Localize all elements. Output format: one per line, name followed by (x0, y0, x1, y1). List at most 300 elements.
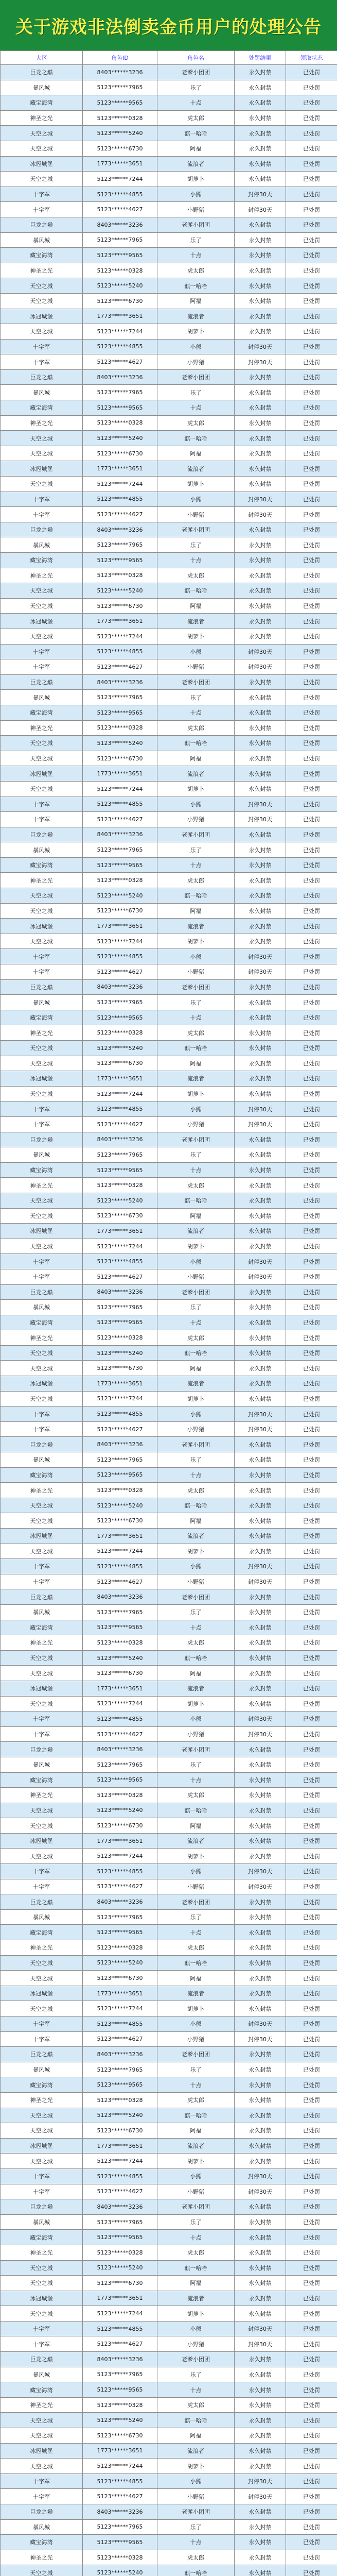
table-cell-role-id: 8403******3236 (83, 2047, 157, 2062)
table-row (1, 1833, 337, 1849)
table-cell-penalty: 封停30天 (235, 1101, 286, 1117)
table-cell-region: 天空之城 (1, 629, 83, 644)
table-row (1, 2230, 337, 2245)
table-cell-penalty: 封停30天 (235, 949, 286, 964)
table-cell-region: 暴风城 (1, 1300, 83, 1315)
table-row (1, 1711, 337, 1727)
table-cell-penalty: 永久封禁 (235, 1224, 286, 1239)
table-cell-role-name: 虎太郎 (157, 720, 235, 736)
table-row (1, 2123, 337, 2139)
table-cell-region: 天空之城 (1, 1345, 83, 1361)
table-cell-role-id: 5123******4627 (83, 202, 157, 217)
table-cell-role-id: 5123******7965 (83, 690, 157, 705)
table-cell-penalty: 永久封禁 (235, 1818, 286, 1834)
table-row (1, 1986, 337, 2001)
table-cell-role-id: 5123******4627 (83, 812, 157, 827)
table-cell-region: 神圣之光 (1, 2245, 83, 2260)
table-cell-role-name: 胡萝卜 (157, 781, 235, 796)
table-row (1, 1909, 337, 1925)
table-cell-region: 冰冠城堡 (1, 1224, 83, 1239)
table-cell-role-id: 5123******7965 (83, 2214, 157, 2230)
table-cell-region: 暴风城 (1, 2367, 83, 2382)
table-cell-role-id: 5123******7244 (83, 1391, 157, 1406)
table-cell-region: 冰冠城堡 (1, 614, 83, 629)
table-cell-role-name: 流浪者 (157, 919, 235, 934)
table-cell-status: 已处罚 (286, 187, 337, 202)
table-row (1, 2214, 337, 2230)
table-cell-status: 已处罚 (286, 1406, 337, 1422)
table-cell-status: 已处罚 (286, 1483, 337, 1498)
table-cell-region: 天空之城 (1, 598, 83, 614)
table-cell-penalty: 封停30天 (235, 964, 286, 980)
table-cell-status: 已处罚 (286, 1041, 337, 1056)
table-cell-penalty: 封停30天 (235, 507, 286, 522)
table-cell-region: 暴风城 (1, 2062, 83, 2077)
table-cell-status: 已处罚 (286, 553, 337, 568)
table-cell-penalty: 封停30天 (235, 2016, 286, 2032)
table-row (1, 537, 337, 553)
table-cell-status: 已处罚 (286, 141, 337, 156)
table-cell-penalty: 封停30天 (235, 2168, 286, 2184)
table-cell-region: 藏宝海湾 (1, 1162, 83, 1178)
table-cell-role-name: 小熊 (157, 1254, 235, 1269)
table-cell-penalty: 永久封禁 (235, 1193, 286, 1208)
table-cell-region: 冰冠城堡 (1, 1071, 83, 1087)
table-cell-penalty: 封停30天 (235, 1269, 286, 1284)
table-cell-role-id: 5123******0328 (83, 720, 157, 736)
table-cell-role-name: 乐了 (157, 80, 235, 95)
table-cell-penalty: 永久封禁 (235, 1757, 286, 1772)
table-cell-status: 已处罚 (286, 446, 337, 461)
table-cell-penalty: 永久封禁 (235, 2397, 286, 2413)
table-cell-region: 藏宝海湾 (1, 400, 83, 416)
table-cell-penalty: 永久封禁 (235, 888, 286, 904)
table-cell-status: 已处罚 (286, 2428, 337, 2444)
table-row (1, 2184, 337, 2199)
table-cell-penalty: 永久封禁 (235, 857, 286, 873)
table-row (1, 674, 337, 690)
table-cell-status: 已处罚 (286, 2397, 337, 2413)
table-row (1, 644, 337, 659)
table-cell-role-name: 乐了 (157, 690, 235, 705)
table-cell-role-name: 十点 (157, 2535, 235, 2550)
header-status: 领取状态 (286, 51, 337, 65)
table-cell-status: 已处罚 (286, 919, 337, 934)
table-cell-role-name: 老爹小团团 (157, 2199, 235, 2215)
table-cell-region: 天空之城 (1, 324, 83, 340)
table-cell-role-id: 5123******6730 (83, 1666, 157, 1681)
table-cell-penalty: 永久封禁 (235, 2245, 286, 2260)
table-cell-penalty: 永久封禁 (235, 2138, 286, 2154)
table-row (1, 949, 337, 964)
table-cell-region: 巨龙之巅 (1, 1437, 83, 1452)
table-row (1, 1162, 337, 1178)
table-row (1, 1940, 337, 1956)
table-cell-region: 神圣之光 (1, 568, 83, 583)
table-cell-status: 已处罚 (286, 1849, 337, 1864)
table-cell-role-id: 5123******6730 (83, 598, 157, 614)
table-row (1, 1421, 337, 1437)
table-row (1, 979, 337, 995)
table-cell-region: 天空之城 (1, 2154, 83, 2169)
table-cell-role-name: 十点 (157, 1925, 235, 1940)
table-cell-region: 天空之城 (1, 446, 83, 461)
table-row (1, 1041, 337, 1056)
table-cell-role-name: 老爹小团团 (157, 674, 235, 690)
table-cell-penalty: 封停30天 (235, 339, 286, 354)
table-cell-penalty: 永久封禁 (235, 568, 286, 583)
table-cell-role-id: 5123******0328 (83, 1940, 157, 1956)
table-cell-role-name: 胡萝卜 (157, 1696, 235, 1711)
table-cell-role-id: 5123******7965 (83, 80, 157, 95)
table-cell-status: 已处罚 (286, 888, 337, 904)
table-cell-region: 神圣之光 (1, 1635, 83, 1651)
table-cell-status: 已处罚 (286, 1178, 337, 1193)
table-cell-region: 暴风城 (1, 995, 83, 1010)
table-row (1, 583, 337, 599)
table-cell-penalty: 永久封禁 (235, 1086, 286, 1101)
table-cell-role-name: 乐了 (157, 2519, 235, 2535)
table-cell-status: 已处罚 (286, 2550, 337, 2565)
table-cell-region: 天空之城 (1, 1955, 83, 1971)
table-cell-status: 已处罚 (286, 674, 337, 690)
table-cell-role-name: 麒一哈哈 (157, 278, 235, 294)
table-row (1, 339, 337, 354)
table-cell-penalty: 永久封禁 (235, 1696, 286, 1711)
table-cell-status: 已处罚 (286, 431, 337, 446)
table-cell-role-name: 老爹小团团 (157, 2352, 235, 2367)
table-cell-status: 已处罚 (286, 1986, 337, 2001)
table-cell-penalty: 永久封禁 (235, 2306, 286, 2321)
table-cell-penalty: 永久封禁 (235, 309, 286, 324)
table-cell-penalty: 永久封禁 (235, 1788, 286, 1803)
table-row (1, 461, 337, 477)
table-cell-penalty: 永久封禁 (235, 1986, 286, 2001)
table-cell-penalty: 永久封禁 (235, 2443, 286, 2459)
table-cell-status: 已处罚 (286, 522, 337, 537)
table-cell-region: 十字军 (1, 2168, 83, 2184)
table-cell-role-name: 阿福 (157, 1208, 235, 1224)
table-cell-penalty: 永久封禁 (235, 461, 286, 477)
table-cell-role-id: 1773******3651 (83, 1681, 157, 1696)
table-cell-role-name: 小熊 (157, 2168, 235, 2184)
table-cell-status: 已处罚 (286, 2306, 337, 2321)
table-cell-penalty: 永久封禁 (235, 248, 286, 263)
table-cell-role-name: 流浪者 (157, 156, 235, 172)
table-cell-role-id: 8403******3236 (83, 522, 157, 537)
table-cell-role-name: 阿福 (157, 141, 235, 156)
table-row (1, 385, 337, 400)
table-cell-region: 天空之城 (1, 141, 83, 156)
table-cell-role-name: 乐了 (157, 537, 235, 553)
table-cell-role-id: 5123******7244 (83, 2154, 157, 2169)
table-cell-penalty: 永久封禁 (235, 1650, 286, 1666)
table-row (1, 903, 337, 919)
table-row (1, 1056, 337, 1071)
table-row (1, 1772, 337, 1788)
table-cell-region: 天空之城 (1, 1361, 83, 1376)
table-cell-region: 十字军 (1, 1711, 83, 1727)
table-cell-region: 藏宝海湾 (1, 1925, 83, 1940)
table-cell-status: 已处罚 (286, 720, 337, 736)
table-cell-penalty: 封停30天 (235, 2489, 286, 2504)
table-cell-penalty: 永久封禁 (235, 598, 286, 614)
table-cell-region: 藏宝海湾 (1, 2535, 83, 2550)
table-cell-role-name: 小野猪 (157, 964, 235, 980)
table-cell-status: 已处罚 (286, 2504, 337, 2520)
table-cell-penalty: 永久封禁 (235, 614, 286, 629)
table-row (1, 141, 337, 156)
table-cell-region: 十字军 (1, 2184, 83, 2199)
table-cell-role-name: 十点 (157, 400, 235, 416)
table-cell-role-id: 5123******7244 (83, 1849, 157, 1864)
table-cell-role-id: 5123******5240 (83, 583, 157, 599)
table-cell-region: 天空之城 (1, 1849, 83, 1864)
table-cell-role-id: 5123******4627 (83, 507, 157, 522)
table-cell-penalty: 永久封禁 (235, 995, 286, 1010)
table-row (1, 857, 337, 873)
table-row (1, 354, 337, 370)
table-cell-region: 暴风城 (1, 1757, 83, 1772)
table-cell-status: 已处罚 (286, 1726, 337, 1742)
table-cell-status: 已处罚 (286, 461, 337, 477)
table-cell-status: 已处罚 (286, 2154, 337, 2169)
table-cell-role-id: 5123******4855 (83, 2473, 157, 2489)
table-row (1, 1193, 337, 1208)
table-cell-penalty: 永久封禁 (235, 674, 286, 690)
table-cell-role-id: 8403******3236 (83, 979, 157, 995)
table-cell-status: 已处罚 (286, 1162, 337, 1178)
table-cell-role-name: 麒一哈哈 (157, 1041, 235, 1056)
table-cell-status: 已处罚 (286, 1254, 337, 1269)
table-cell-region: 天空之城 (1, 431, 83, 446)
table-cell-penalty: 永久封禁 (235, 369, 286, 385)
table-cell-region: 冰冠城堡 (1, 2291, 83, 2306)
table-cell-role-id: 5123******7965 (83, 1909, 157, 1925)
table-cell-role-id: 5123******0328 (83, 1635, 157, 1651)
table-cell-penalty: 永久封禁 (235, 827, 286, 842)
table-cell-status: 已处罚 (286, 2199, 337, 2215)
table-cell-status: 已处罚 (286, 232, 337, 248)
table-cell-region: 巨龙之巅 (1, 217, 83, 232)
table-cell-region: 天空之城 (1, 2459, 83, 2474)
table-row (1, 1101, 337, 1117)
table-cell-role-name: 老爹小团团 (157, 1894, 235, 1910)
table-cell-role-id: 5123******9565 (83, 1467, 157, 1483)
table-cell-role-name: 流浪者 (157, 1071, 235, 1087)
table-row (1, 2001, 337, 2016)
table-cell-status: 已处罚 (286, 400, 337, 416)
table-cell-status: 已处罚 (286, 1132, 337, 1147)
table-cell-status: 已处罚 (286, 172, 337, 187)
table-cell-role-name: 小野猪 (157, 1879, 235, 1894)
table-cell-region: 暴风城 (1, 2519, 83, 2535)
table-row (1, 1483, 337, 1498)
table-cell-region: 天空之城 (1, 1208, 83, 1224)
table-cell-role-name: 流浪者 (157, 1529, 235, 1544)
table-cell-status: 已处罚 (286, 949, 337, 964)
table-cell-role-id: 8403******3236 (83, 1437, 157, 1452)
table-cell-role-name: 阿福 (157, 1513, 235, 1529)
table-cell-role-name: 阿福 (157, 1666, 235, 1681)
table-row (1, 187, 337, 202)
table-cell-status: 已处罚 (286, 1681, 337, 1696)
table-cell-region: 暴风城 (1, 1452, 83, 1468)
table-cell-region: 十字军 (1, 2473, 83, 2489)
table-cell-penalty: 永久封禁 (235, 1391, 286, 1406)
table-cell-region: 藏宝海湾 (1, 705, 83, 720)
table-cell-penalty: 永久封禁 (235, 1940, 286, 1956)
table-cell-role-name: 十点 (157, 1162, 235, 1178)
table-cell-role-name: 老爹小团团 (157, 522, 235, 537)
table-cell-role-id: 5123******7965 (83, 537, 157, 553)
table-cell-penalty: 永久封禁 (235, 1361, 286, 1376)
table-row (1, 1818, 337, 1834)
table-row (1, 2138, 337, 2154)
table-cell-status: 已处罚 (286, 2367, 337, 2382)
table-cell-role-id: 1773******3651 (83, 614, 157, 629)
table-cell-penalty: 永久封禁 (235, 751, 286, 766)
table-row (1, 1742, 337, 1757)
table-cell-penalty: 永久封禁 (235, 1178, 286, 1193)
table-row (1, 614, 337, 629)
table-cell-role-name: 老爹小团团 (157, 65, 235, 80)
table-row (1, 1788, 337, 1803)
table-row (1, 2519, 337, 2535)
table-cell-status: 已处罚 (286, 1391, 337, 1406)
table-cell-role-id: 1773******3651 (83, 1529, 157, 1544)
table-row (1, 1879, 337, 1894)
table-cell-penalty: 永久封禁 (235, 766, 286, 782)
table-cell-status: 已处罚 (286, 1330, 337, 1346)
table-cell-role-id: 5123******4855 (83, 2321, 157, 2336)
table-cell-penalty: 永久封禁 (235, 522, 286, 537)
table-row (1, 629, 337, 644)
table-cell-role-name: 老爹小团团 (157, 2047, 235, 2062)
table-cell-penalty: 永久封禁 (235, 95, 286, 111)
table-cell-penalty: 永久封禁 (235, 2260, 286, 2276)
table-cell-penalty: 永久封禁 (235, 1971, 286, 1986)
table-cell-role-name: 麒一哈哈 (157, 736, 235, 751)
table-cell-status: 已处罚 (286, 385, 337, 400)
table-cell-region: 暴风城 (1, 537, 83, 553)
table-cell-role-name: 胡萝卜 (157, 1391, 235, 1406)
table-row (1, 1025, 337, 1041)
table-cell-role-id: 5123******5240 (83, 1955, 157, 1971)
table-cell-status: 已处罚 (286, 2459, 337, 2474)
table-cell-role-name: 十点 (157, 1315, 235, 1330)
table-cell-status: 已处罚 (286, 202, 337, 217)
table-cell-status: 已处罚 (286, 2382, 337, 2398)
table-cell-region: 十字军 (1, 1726, 83, 1742)
table-cell-penalty: 永久封禁 (235, 385, 286, 400)
table-row (1, 156, 337, 172)
table-cell-penalty: 永久封禁 (235, 2199, 286, 2215)
table-cell-status: 已处罚 (286, 1620, 337, 1635)
table-cell-role-name: 小熊 (157, 187, 235, 202)
table-cell-role-name: 胡萝卜 (157, 2459, 235, 2474)
table-cell-region: 天空之城 (1, 781, 83, 796)
table-row (1, 827, 337, 842)
table-cell-role-id: 5123******9565 (83, 553, 157, 568)
table-cell-role-id: 5123******5240 (83, 2260, 157, 2276)
table-cell-role-id: 5123******7244 (83, 1544, 157, 1559)
table-cell-region: 十字军 (1, 202, 83, 217)
table-cell-role-name: 十点 (157, 2230, 235, 2245)
table-cell-region: 神圣之光 (1, 1330, 83, 1346)
table-cell-region: 藏宝海湾 (1, 1315, 83, 1330)
table-row (1, 2535, 337, 2550)
table-row (1, 934, 337, 949)
table-cell-region: 天空之城 (1, 2123, 83, 2139)
table-cell-region: 十字军 (1, 2489, 83, 2504)
table-cell-penalty: 永久封禁 (235, 1437, 286, 1452)
table-cell-role-id: 5123******4855 (83, 339, 157, 354)
table-cell-role-id: 5123******9565 (83, 1315, 157, 1330)
table-cell-region: 天空之城 (1, 172, 83, 187)
table-cell-region: 巨龙之巅 (1, 674, 83, 690)
table-cell-penalty: 永久封禁 (235, 1315, 286, 1330)
table-row (1, 1315, 337, 1330)
table-cell-role-name: 小野猪 (157, 1269, 235, 1284)
table-row (1, 263, 337, 278)
table-row (1, 477, 337, 492)
table-cell-penalty: 封停30天 (235, 2321, 286, 2336)
table-row (1, 1513, 337, 1529)
table-cell-region: 神圣之光 (1, 720, 83, 736)
table-row (1, 2077, 337, 2093)
table-cell-role-name: 流浪者 (157, 1833, 235, 1849)
table-cell-role-name: 阿福 (157, 2123, 235, 2139)
table-cell-status: 已处罚 (286, 1650, 337, 1666)
table-cell-penalty: 封停30天 (235, 812, 286, 827)
table-cell-role-name: 虎太郎 (157, 263, 235, 278)
table-row (1, 919, 337, 934)
table-cell-region: 神圣之光 (1, 1025, 83, 1041)
table-cell-role-id: 5123******0328 (83, 2397, 157, 2413)
table-cell-region: 藏宝海湾 (1, 857, 83, 873)
table-row (1, 2473, 337, 2489)
table-cell-role-id: 5123******9565 (83, 1772, 157, 1788)
table-cell-penalty: 封停30天 (235, 1421, 286, 1437)
table-row (1, 995, 337, 1010)
table-cell-status: 已处罚 (286, 583, 337, 599)
table-row (1, 964, 337, 980)
table-cell-status: 已处罚 (286, 1940, 337, 1956)
table-cell-role-name: 老爹小团团 (157, 1284, 235, 1300)
table-cell-role-name: 麒一哈哈 (157, 1345, 235, 1361)
table-cell-role-name: 流浪者 (157, 2138, 235, 2154)
table-cell-role-name: 胡萝卜 (157, 172, 235, 187)
table-cell-role-name: 十点 (157, 857, 235, 873)
table-cell-role-id: 5123******7244 (83, 477, 157, 492)
table-cell-role-id: 8403******3236 (83, 369, 157, 385)
table-cell-status: 已处罚 (286, 1345, 337, 1361)
table-cell-role-name: 阿福 (157, 751, 235, 766)
table-cell-role-id: 5123******5240 (83, 1041, 157, 1056)
table-row (1, 842, 337, 858)
table-cell-role-name: 麒一哈哈 (157, 2260, 235, 2276)
table-row (1, 553, 337, 568)
table-cell-status: 已处罚 (286, 2168, 337, 2184)
table-cell-penalty: 封停30天 (235, 187, 286, 202)
table-row (1, 2260, 337, 2276)
table-cell-region: 冰冠城堡 (1, 1376, 83, 1392)
table-cell-status: 已处罚 (286, 1757, 337, 1772)
table-cell-role-id: 5123******4855 (83, 1559, 157, 1574)
table-row (1, 293, 337, 309)
table-cell-region: 天空之城 (1, 126, 83, 141)
